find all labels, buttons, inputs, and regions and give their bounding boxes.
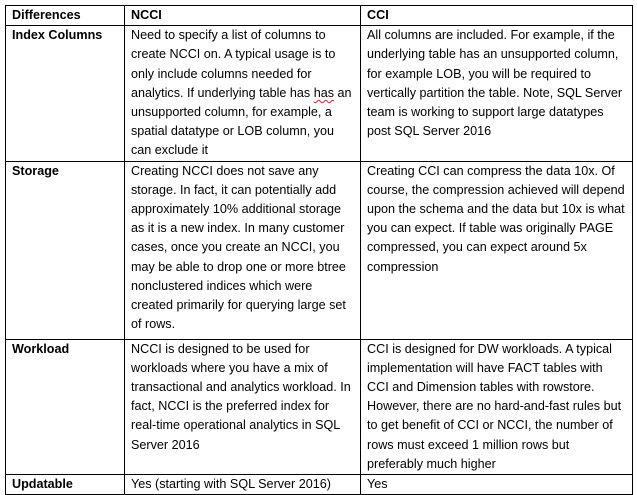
ncci-index-columns-text-end: an unsupported column, for example, a spatial datatype or LOB column, you can exclude it	[131, 85, 352, 158]
row-workload	[6, 339, 633, 474]
ncci-index-columns-text-start: Need to specify a list of columns to create NCCI on. A typical usage is to only include columns needed for analytics. If underlying table has	[131, 28, 336, 100]
row-storage	[6, 161, 633, 339]
comparison-table	[5, 5, 633, 495]
row-index-columns	[6, 26, 633, 161]
row-label-index-columns: Index Columns	[6, 26, 125, 161]
header-ncci: NCCI	[125, 6, 361, 26]
spellcheck-flagged-word: has	[313, 85, 335, 100]
header-row	[6, 6, 633, 26]
cell-cci-index-columns: All columns are included. For example, if the underlying table has an unsupported column, for example LOB, you will be required to vertically partition the table. Note, SQL Server team is working to support large datatypes post SQL Server 2016	[361, 26, 633, 161]
cell-cci-updatable: Yes	[361, 475, 633, 495]
cell-ncci-workload: NCCI is designed to be used for workloads where you have a mix of transactional and analytics workload. In fact, NCCI is the preferred index for real-time operational analytics in SQL Server 2016	[125, 339, 361, 474]
cell-ncci-storage: Creating NCCI does not save any storage. In fact, it can potentially add approximately 10% additional storage as it is a new index. In many customer cases, once you create an NCCI, you may be able to drop one or more btree nonclustered indices which were created primarily for querying large set of rows.	[125, 161, 361, 339]
row-label-updatable: Updatable	[6, 475, 125, 495]
cell-cci-storage: Creating CCI can compress the data 10x. Of course, the compression achieved will depend upon the schema and the data but 10x is what you can expect. If table was originally PAGE compressed, you can expect around 5x compression	[361, 161, 633, 339]
cell-cci-workload: CCI is designed for DW workloads. A typical implementation will have FACT tables with CCI and Dimension tables with rowstore. However, there are no hard-and-fast rules but to get benefit of CCI or NCCI, the number of rows must exceed 1 million rows but preferably much higher	[361, 339, 633, 474]
header-differences: Differences	[6, 6, 125, 26]
cell-ncci-index-columns	[125, 26, 361, 161]
cell-ncci-updatable: Yes (starting with SQL Server 2016)	[125, 475, 361, 495]
header-cci: CCI	[361, 6, 633, 26]
row-updatable	[6, 475, 633, 495]
row-label-storage: Storage	[6, 161, 125, 339]
row-label-workload: Workload	[6, 339, 125, 474]
